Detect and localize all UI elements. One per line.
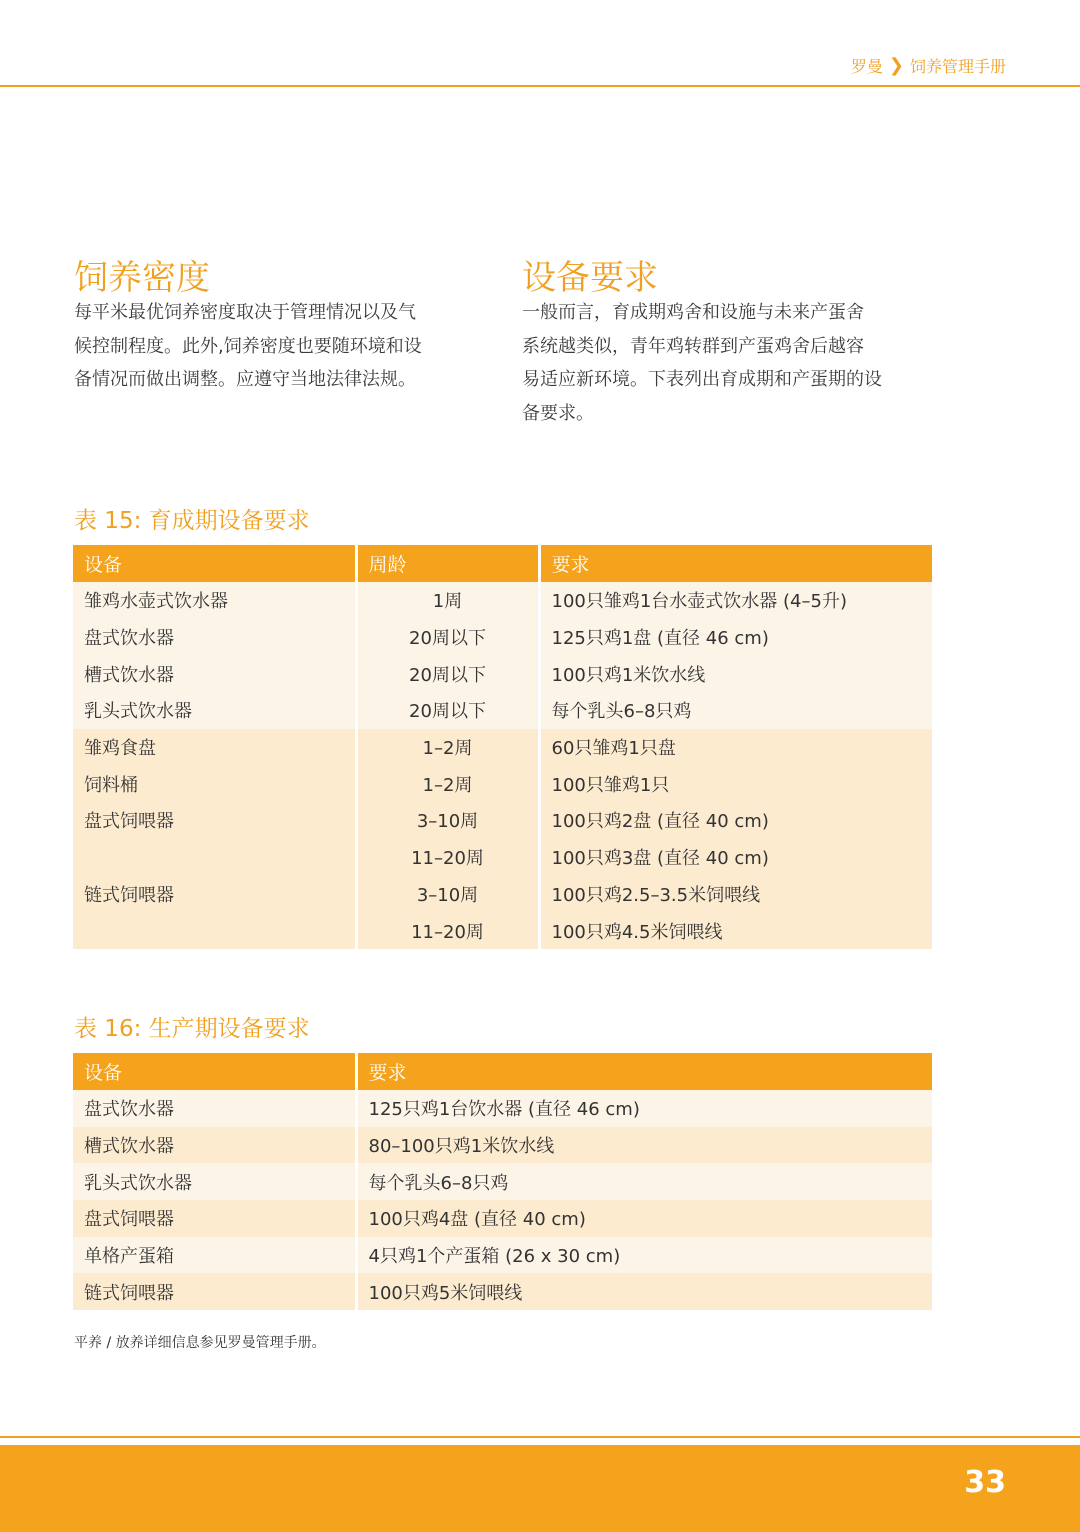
cell-age: 3–10周 [356,802,539,839]
equipment-line: 易适应新环境。下表列出育成期和产蛋期的设 [522,369,882,390]
cell-equipment [73,839,356,876]
column-header-requirement: 要求 [356,1053,932,1090]
cell-requirement: 125只鸡1盘 (直径 46 cm) [539,619,932,656]
column-header-requirement: 要求 [539,545,932,582]
cell-requirement: 60只雏鸡1只盘 [539,729,932,766]
table15 [73,545,932,949]
footer-divider [0,1436,1080,1438]
equipment-paragraph [522,296,942,430]
table-header-row [73,545,932,582]
cell-equipment: 链式饲喂器 [73,876,356,913]
table-row [73,729,932,766]
equipment-line: 系统越类似，青年鸡转群到产蛋鸡舍后越容 [522,335,864,357]
cell-requirement: 80–100只鸡1米饮水线 [356,1127,932,1164]
table-row [73,765,932,802]
cell-equipment: 链式饲喂器 [73,1273,356,1310]
cell-equipment [73,912,356,949]
cell-requirement: 100只鸡4.5米饲喂线 [539,912,932,949]
cell-requirement: 100只鸡3盘 (直径 40 cm) [539,839,932,876]
page-number: 33 [964,1465,1006,1500]
cell-age: 1周 [356,582,539,619]
table-row [73,912,932,949]
cell-age: 3–10周 [356,876,539,913]
cell-requirement: 100只鸡5米饲喂线 [356,1273,932,1310]
section-title-equipment: 设备要求 [522,258,658,298]
table-header-row [73,1053,932,1090]
table16 [73,1053,932,1310]
brand-name: 罗曼 [850,57,883,76]
cell-requirement: 100只鸡4盘 (直径 40 cm) [356,1200,932,1237]
cell-age: 20周以下 [356,619,539,656]
cell-requirement: 4只鸡1个产蛋箱 (26 x 30 cm) [356,1237,932,1274]
cell-age: 11–20周 [356,912,539,949]
cell-requirement: 100只鸡2盘 (直径 40 cm) [539,802,932,839]
cell-equipment: 槽式饮水器 [73,1127,356,1164]
cell-equipment: 单格产蛋箱 [73,1237,356,1274]
cell-requirement: 每个乳头6–8只鸡 [356,1163,932,1200]
cell-equipment: 盘式饲喂器 [73,802,356,839]
table-row [73,802,932,839]
cell-equipment: 盘式饲喂器 [73,1200,356,1237]
table-row [73,1163,932,1200]
cell-requirement: 每个乳头6–8只鸡 [539,692,932,729]
density-paragraph [74,296,494,397]
table-row [73,1273,932,1310]
cell-equipment: 雏鸡食盘 [73,729,356,766]
equipment-line: 一般而言，育成期鸡舍和设施与未来产蛋舍 [522,302,864,323]
cell-age: 1–2周 [356,765,539,802]
density-line: 每平米最优饲养密度取决于管理情况以及气 [74,302,416,323]
cell-age: 20周以下 [356,655,539,692]
cell-age: 11–20周 [356,839,539,876]
table-row [73,619,932,656]
table-row [73,876,932,913]
cell-equipment: 槽式饮水器 [73,655,356,692]
section-title-density: 饲养密度 [74,258,210,298]
cell-equipment: 饲料桶 [73,765,356,802]
cell-age: 20周以下 [356,692,539,729]
column-header-equipment: 设备 [73,1053,356,1090]
footnote: 平养 / 放养详细信息参见罗曼管理手册。 [74,1335,326,1351]
breadcrumb [851,54,1006,77]
cell-equipment: 雏鸡水壶式饮水器 [73,582,356,619]
table16-title: 表 16: 生产期设备要求 [74,1016,310,1042]
footer-band [0,1445,1080,1532]
chevron-right-icon: ❯ [888,55,904,76]
cell-requirement: 100只鸡2.5–3.5米饲喂线 [539,876,932,913]
table15-title: 表 15: 育成期设备要求 [74,508,310,534]
table-row [73,1090,932,1127]
table-row [73,1200,932,1237]
cell-equipment: 乳头式饮水器 [73,1163,356,1200]
table-row [73,692,932,729]
column-header-age: 周龄 [356,545,539,582]
column-header-equipment: 设备 [73,545,356,582]
header-divider [0,85,1080,87]
table-row [73,655,932,692]
table-row [73,582,932,619]
cell-age: 1–2周 [356,729,539,766]
table-row [73,839,932,876]
equipment-line: 备要求。 [522,402,594,424]
density-line: 备情况而做出调整。应遵守当地法律法规。 [74,369,416,390]
manual-title: 饲养管理手册 [909,57,1006,76]
cell-requirement: 100只雏鸡1台水壶式饮水器 (4–5升) [539,582,932,619]
cell-equipment: 盘式饮水器 [73,1090,356,1127]
table-row [73,1237,932,1274]
cell-equipment: 盘式饮水器 [73,619,356,656]
cell-equipment: 乳头式饮水器 [73,692,356,729]
cell-requirement: 125只鸡1台饮水器 (直径 46 cm) [356,1090,932,1127]
cell-requirement: 100只雏鸡1只 [539,765,932,802]
table-row [73,1127,932,1164]
cell-requirement: 100只鸡1米饮水线 [539,655,932,692]
density-line: 候控制程度。此外,饲养密度也要随环境和设 [74,335,422,357]
